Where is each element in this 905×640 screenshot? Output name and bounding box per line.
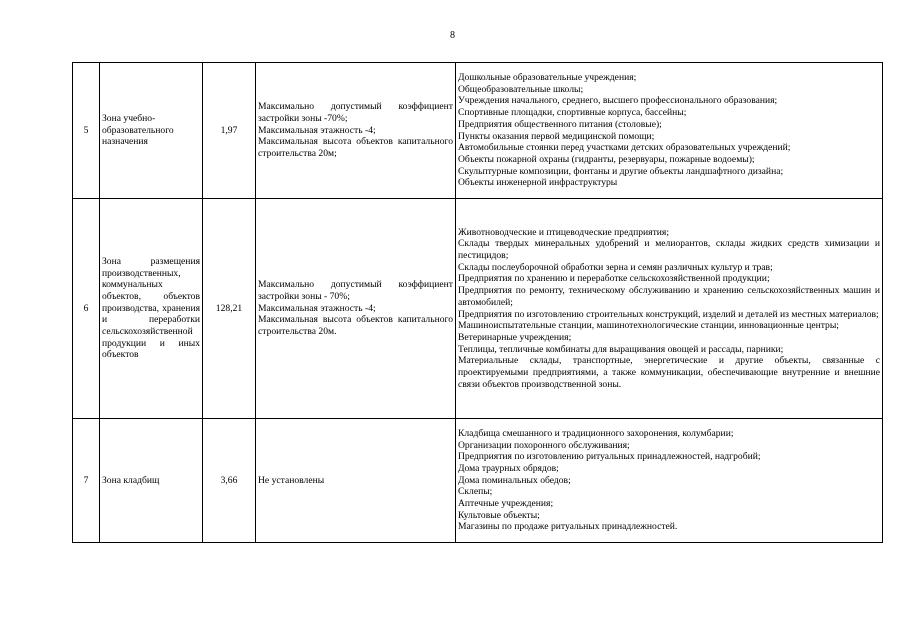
zone-name: Зона кладбищ — [100, 419, 203, 543]
object-line: Предприятия по хранению и переработке сельскохозяйственной продукции; — [458, 273, 770, 285]
param-line: Максимальная высота объектов капитального строительства 20м. — [258, 314, 453, 338]
zone-objects — [456, 419, 883, 543]
zone-parameters — [256, 419, 456, 543]
object-line: Кладбища смешанного и традиционного захоронения, колумбарии; — [458, 427, 734, 439]
param-line: Максимальная этажность -4; — [258, 302, 376, 314]
object-line: Учреждения начального, среднего, высшего профессионального образования; — [458, 95, 778, 107]
param-line: Не установлены — [258, 474, 325, 486]
object-line: Ветеринарные учреждения; — [458, 331, 572, 343]
param-line: Максимально допустимый коэффициент застройки зоны -70%; — [258, 101, 453, 124]
object-line: Материальные склады, транспортные, энергетические и другие объекты, связанные с проектируемыми предприятиями, а также коммуникации, обеспечивающие внутренние и внешние связи объектов производственной зоны. — [458, 355, 880, 390]
object-line: Магазины по продаже ритуальных принадлежностей. — [458, 521, 678, 533]
object-line: Склепы; — [458, 486, 493, 498]
param-line: Максимально допустимый коэффициент застройки зоны - 70%; — [258, 279, 453, 302]
zone-area: 128,21 — [203, 199, 256, 419]
object-line: Скульптурные композиции, фонтаны и другие объекты ландшафтного дизайна; — [458, 165, 784, 177]
table-row — [73, 63, 883, 199]
zone-name: Зона размещения производственных, коммунальных объектов, объектов производства, хранения и переработки сельскохозяйственной продукции и иных объектов — [100, 199, 203, 419]
zone-parameters — [256, 63, 456, 199]
object-line: Объекты пожарной охраны (гидранты, резервуары, пожарные водоемы); — [458, 153, 755, 165]
object-line: Дома траурных обрядов; — [458, 462, 559, 474]
object-line: Объекты инженерной инфраструктуры — [458, 177, 618, 189]
object-line: Животноводческие и птицеводческие предприятия; — [458, 226, 669, 238]
table-row — [73, 199, 883, 419]
zone-area: 1,97 — [203, 63, 256, 199]
row-number: 6 — [73, 199, 100, 419]
zone-parameters — [256, 199, 456, 419]
zone-objects — [456, 199, 883, 419]
object-line: Спортивные площадки, спортивные корпуса, бассейны; — [458, 107, 687, 119]
object-line: Склады твердых минеральных удобрений и мелиорантов, склады жидких средств химизации и пестицидов; — [458, 238, 880, 261]
zones-table — [72, 62, 883, 543]
zone-objects — [456, 63, 883, 199]
object-line: Аптечные учреждения; — [458, 498, 554, 510]
object-line: Общеобразовательные школы; — [458, 83, 584, 95]
object-line: Автомобильные стоянки перед участками детских образовательных учреждений; — [458, 142, 791, 154]
object-line: Предприятия по ремонту, техническому обслуживанию и хранению сельскохозяйственных машин и автомобилей; — [458, 285, 880, 308]
object-line: Предприятия общественного питания (столовые); — [458, 118, 662, 130]
object-line: Организации похоронного обслуживания; — [458, 439, 630, 451]
object-line: Дошкольные образовательные учреждения; — [458, 71, 637, 83]
object-line: Предприятия по изготовлению строительных конструкций, изделий и деталей из местных материалов; — [458, 308, 879, 320]
param-line: Максимальная высота объектов капитального строительства 20м; — [258, 136, 453, 160]
zone-area: 3,66 — [203, 419, 256, 543]
object-line: Теплицы, тепличные комбинаты для выращивания овощей и рассады, парники; — [458, 343, 784, 355]
zone-name: Зона учебно-образовательного назначения — [100, 63, 203, 199]
object-line: Культовые объекты; — [458, 509, 540, 521]
page-number: 8 — [450, 30, 455, 41]
object-line: Машиноиспытательные станции, машинотехнологические станции, инновационные центры; — [458, 320, 839, 332]
row-number: 5 — [73, 63, 100, 199]
object-line: Дома поминальных обедов; — [458, 474, 571, 486]
object-line: Предприятия по изготовлению ритуальных принадлежностей, надгробий; — [458, 451, 761, 463]
param-line: Максимальная этажность -4; — [258, 124, 376, 136]
row-number: 7 — [73, 419, 100, 543]
object-line: Склады послеуборочной обработки зерна и семян различных культур и трав; — [458, 261, 773, 273]
object-line: Пункты оказания первой медицинской помощи; — [458, 130, 655, 142]
table-row — [73, 419, 883, 543]
